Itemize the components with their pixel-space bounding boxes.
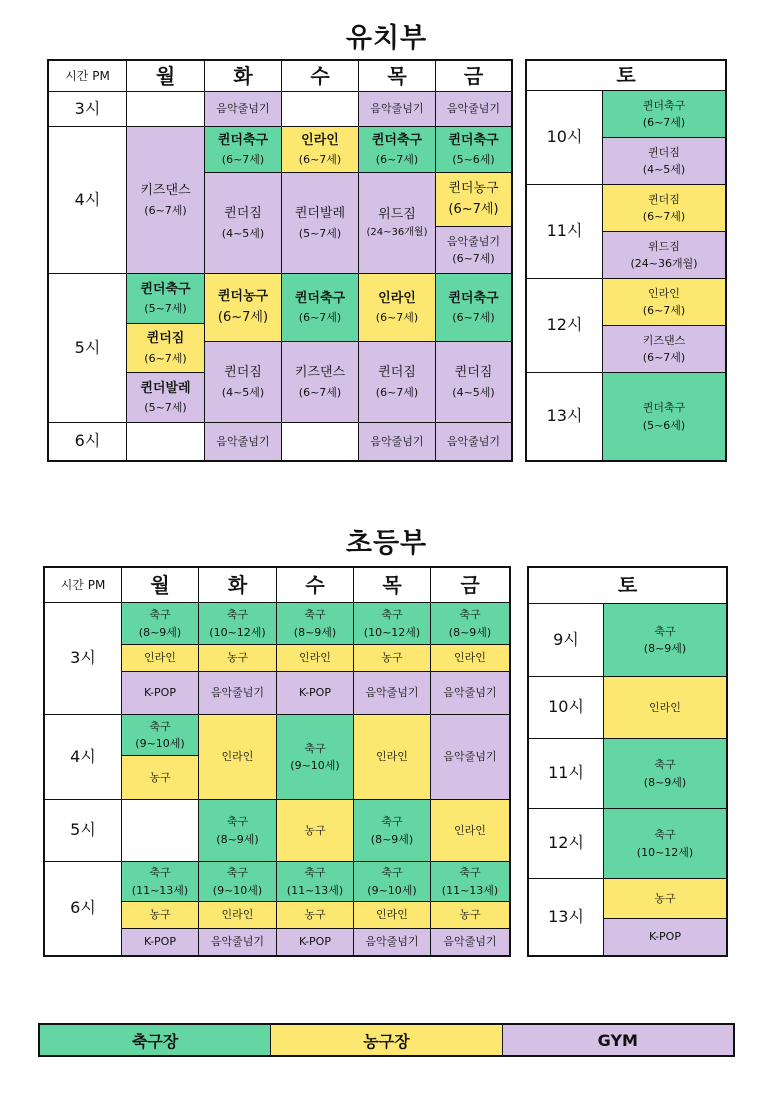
class-cell bbox=[282, 274, 359, 342]
class-name: 농구 bbox=[459, 908, 481, 922]
class-name: 인라인 bbox=[144, 651, 176, 665]
class-cell bbox=[122, 756, 199, 800]
class-name: 퀸더농구 bbox=[448, 181, 499, 197]
class-age: (6~7세) bbox=[642, 210, 686, 223]
time-4: 4시 bbox=[49, 127, 127, 274]
class-age: (9~10세) bbox=[367, 883, 417, 897]
class-cell bbox=[199, 603, 277, 645]
class-age: (4~5세) bbox=[221, 226, 265, 240]
class-cell bbox=[604, 677, 726, 739]
class-cell bbox=[127, 324, 205, 373]
header-fri: 금 bbox=[431, 568, 509, 603]
class-name: 퀸더짐 bbox=[378, 365, 416, 381]
class-age: (4~5세) bbox=[221, 385, 265, 399]
class-cell bbox=[359, 92, 436, 127]
class-cell bbox=[359, 342, 436, 423]
class-age: (6~7세) bbox=[375, 153, 419, 167]
class-cell bbox=[199, 645, 277, 672]
class-name: 퀸더발레 bbox=[294, 206, 346, 222]
class-age: (8~9세) bbox=[448, 625, 492, 639]
class-cell bbox=[431, 645, 509, 672]
class-cell bbox=[205, 423, 282, 460]
kinder-title: 유치부 bbox=[345, 23, 428, 54]
class-age: (5~7세) bbox=[144, 401, 187, 415]
class-cell bbox=[359, 127, 436, 173]
class-name: 퀸더발레 bbox=[140, 380, 191, 396]
header-tue: 화 bbox=[205, 61, 282, 92]
class-cell bbox=[282, 342, 359, 423]
time-13: 13시 bbox=[529, 879, 604, 955]
class-name: 퀸더축구 bbox=[448, 290, 499, 306]
class-name: 음악줄넘기 bbox=[370, 434, 424, 448]
class-cell bbox=[277, 929, 354, 955]
class-cell bbox=[122, 672, 199, 715]
class-cell bbox=[436, 342, 511, 423]
class-name: 키즈댄스 bbox=[294, 365, 346, 381]
time-11: 11시 bbox=[529, 739, 604, 809]
class-cell bbox=[277, 672, 354, 715]
class-name: 음악줄넘기 bbox=[210, 935, 265, 949]
class-age: (9~10세) bbox=[290, 759, 340, 772]
header-thu: 목 bbox=[359, 61, 436, 92]
class-name: 퀸더축구 bbox=[448, 132, 499, 148]
class-age: (6~7세) bbox=[642, 116, 686, 129]
empty-cell bbox=[127, 423, 205, 460]
kinder-saturday-table bbox=[525, 59, 727, 462]
class-name: 음악줄넘기 bbox=[443, 686, 497, 700]
class-name: 축구 bbox=[654, 828, 676, 842]
class-age: (8~9세) bbox=[293, 625, 337, 639]
class-name: 인라인 bbox=[454, 651, 486, 665]
class-cell bbox=[122, 902, 199, 929]
class-age: (24~36개월) bbox=[630, 257, 698, 270]
class-cell bbox=[604, 879, 726, 919]
class-cell bbox=[205, 274, 282, 342]
class-cell bbox=[205, 342, 282, 423]
class-age: (6~7세) bbox=[298, 311, 342, 325]
class-age: (6~7세) bbox=[375, 311, 419, 325]
header-sat: 토 bbox=[529, 568, 726, 604]
elem-saturday-table bbox=[527, 566, 728, 957]
class-cell bbox=[604, 604, 726, 677]
class-name: 농구 bbox=[304, 908, 326, 922]
class-age: (10~12세) bbox=[363, 625, 421, 639]
time-5: 5시 bbox=[45, 800, 122, 862]
class-name: 키즈댄스 bbox=[140, 183, 191, 199]
class-age: (6~7세) bbox=[298, 385, 342, 399]
class-age: (24~36개월) bbox=[366, 227, 428, 239]
class-cell bbox=[354, 715, 431, 800]
class-name: 축구 bbox=[304, 741, 326, 755]
header-mon: 월 bbox=[122, 568, 199, 603]
class-name: 축구 bbox=[381, 608, 403, 622]
class-cell bbox=[354, 862, 431, 902]
class-cell bbox=[603, 138, 725, 185]
class-name: 농구 bbox=[304, 823, 326, 837]
class-cell bbox=[122, 862, 199, 902]
class-cell bbox=[359, 274, 436, 342]
class-cell bbox=[436, 274, 511, 342]
class-age: (5~6세) bbox=[642, 418, 686, 432]
class-cell bbox=[354, 672, 431, 715]
class-name: K-POP bbox=[144, 935, 176, 949]
time-10: 10시 bbox=[527, 91, 603, 185]
class-age: (11~13세) bbox=[131, 883, 189, 897]
class-age: (6~7세) bbox=[452, 311, 495, 325]
class-name: 퀸더짐 bbox=[454, 365, 493, 381]
header-time: 시간 PM bbox=[49, 61, 127, 92]
class-name: 축구 bbox=[459, 608, 481, 622]
class-age: (6~7세) bbox=[452, 252, 495, 265]
class-cell bbox=[603, 373, 725, 460]
class-cell bbox=[603, 279, 725, 326]
class-cell bbox=[431, 800, 509, 862]
class-name: 농구 bbox=[149, 770, 171, 784]
class-name: 농구 bbox=[654, 891, 676, 905]
class-cell bbox=[277, 800, 354, 862]
class-age: (8~9세) bbox=[370, 832, 414, 846]
class-cell bbox=[127, 127, 205, 274]
class-cell bbox=[122, 715, 199, 756]
time-13: 13시 bbox=[527, 373, 603, 460]
class-age: (6~7세) bbox=[448, 201, 499, 217]
class-age: (9~10세) bbox=[212, 883, 263, 897]
empty-cell bbox=[282, 423, 359, 460]
class-cell bbox=[282, 127, 359, 173]
class-name: 음악줄넘기 bbox=[443, 750, 497, 764]
class-age: (5~7세) bbox=[298, 226, 342, 240]
class-age: (11~13세) bbox=[286, 883, 344, 897]
class-name: 퀸더짐 bbox=[648, 192, 680, 206]
class-cell bbox=[277, 862, 354, 902]
class-cell bbox=[354, 929, 431, 955]
empty-cell bbox=[282, 92, 359, 127]
class-name: 축구 bbox=[304, 608, 326, 622]
class-name: 퀸더짐 bbox=[648, 145, 680, 159]
header-mon: 월 bbox=[127, 61, 205, 92]
time-3: 3시 bbox=[45, 603, 122, 715]
legend-soccer-field: 축구장 bbox=[40, 1025, 271, 1055]
class-cell bbox=[205, 173, 282, 274]
class-cell bbox=[431, 603, 509, 645]
class-name: 축구 bbox=[654, 624, 676, 638]
class-cell bbox=[277, 902, 354, 929]
class-age: (6~7세) bbox=[642, 304, 686, 317]
time-6: 6시 bbox=[45, 862, 122, 955]
class-name: 퀸더짐 bbox=[224, 206, 262, 222]
class-cell bbox=[282, 173, 359, 274]
class-age: (11~13세) bbox=[441, 883, 499, 897]
empty-cell bbox=[127, 92, 205, 127]
class-cell bbox=[436, 173, 511, 227]
class-cell bbox=[604, 739, 726, 809]
class-name: 퀸더축구 bbox=[642, 98, 686, 112]
class-age: (10~12세) bbox=[209, 625, 266, 639]
class-name: 음악줄넘기 bbox=[446, 234, 501, 248]
class-name: 축구 bbox=[381, 866, 403, 880]
time-10: 10시 bbox=[529, 677, 604, 739]
class-name: K-POP bbox=[144, 686, 176, 700]
class-cell bbox=[199, 715, 277, 800]
class-name: 음악줄넘기 bbox=[446, 434, 501, 448]
time-6: 6시 bbox=[49, 423, 127, 460]
class-name: 퀸더축구 bbox=[642, 401, 686, 415]
time-11: 11시 bbox=[527, 185, 603, 279]
class-age: (6~7세) bbox=[144, 351, 187, 365]
class-name: 인라인 bbox=[301, 132, 339, 148]
class-age: (5~6세) bbox=[452, 153, 495, 167]
class-name: 인라인 bbox=[378, 290, 416, 306]
class-name: 퀸더축구 bbox=[371, 132, 423, 148]
class-name: 인라인 bbox=[221, 750, 254, 764]
class-cell bbox=[436, 127, 511, 173]
class-name: 인라인 bbox=[648, 286, 680, 300]
class-cell bbox=[354, 800, 431, 862]
time-5: 5시 bbox=[49, 274, 127, 423]
time-3: 3시 bbox=[49, 92, 127, 127]
class-name: K-POP bbox=[299, 686, 331, 700]
class-cell bbox=[199, 862, 277, 902]
elem-title: 초등부 bbox=[345, 528, 428, 559]
class-name: 축구 bbox=[304, 866, 326, 880]
class-cell bbox=[603, 91, 725, 138]
class-name: 퀸더농구 bbox=[217, 289, 269, 305]
class-name: 음악줄넘기 bbox=[446, 102, 501, 116]
class-cell bbox=[431, 715, 509, 800]
class-cell bbox=[604, 809, 726, 879]
class-cell bbox=[354, 902, 431, 929]
class-cell bbox=[122, 929, 199, 955]
class-name: 축구 bbox=[226, 815, 249, 829]
class-name: 위드짐 bbox=[378, 207, 416, 223]
class-name: 농구 bbox=[381, 651, 403, 665]
class-cell bbox=[127, 373, 205, 423]
empty-cell bbox=[122, 800, 199, 862]
class-age: (6~7세) bbox=[375, 385, 419, 399]
class-cell bbox=[436, 92, 511, 127]
class-age: (6~7세) bbox=[642, 351, 686, 364]
class-name: 축구 bbox=[226, 608, 249, 622]
class-name: 음악줄넘기 bbox=[216, 102, 270, 116]
class-cell bbox=[359, 173, 436, 274]
header-thu: 목 bbox=[354, 568, 431, 603]
class-cell bbox=[122, 645, 199, 672]
class-age: (5~7세) bbox=[144, 302, 187, 316]
class-name: 축구 bbox=[149, 719, 171, 733]
class-name: 음악줄넘기 bbox=[210, 686, 265, 700]
class-name: 위드짐 bbox=[648, 239, 680, 253]
class-cell bbox=[431, 929, 509, 955]
header-time: 시간 PM bbox=[45, 568, 122, 603]
header-wed: 수 bbox=[277, 568, 354, 603]
class-cell bbox=[603, 326, 725, 373]
class-name: 퀸더축구 bbox=[217, 132, 269, 148]
class-name: 퀸더축구 bbox=[294, 290, 346, 306]
class-name: 축구 bbox=[226, 866, 249, 880]
class-name: 인라인 bbox=[376, 750, 408, 764]
class-cell bbox=[431, 672, 509, 715]
legend-basketball-court: 농구장 bbox=[271, 1025, 502, 1055]
class-cell bbox=[436, 227, 511, 274]
class-age: (10~12세) bbox=[636, 845, 694, 859]
header-wed: 수 bbox=[282, 61, 359, 92]
class-name: 퀸더축구 bbox=[140, 281, 191, 297]
class-name: 축구 bbox=[459, 866, 481, 880]
header-sat: 토 bbox=[527, 61, 725, 91]
class-name: 농구 bbox=[226, 651, 249, 665]
class-age: (6~7세) bbox=[298, 153, 342, 167]
class-cell bbox=[199, 800, 277, 862]
class-name: 키즈댄스 bbox=[642, 333, 686, 347]
class-cell bbox=[431, 902, 509, 929]
class-cell bbox=[354, 645, 431, 672]
class-name: 축구 bbox=[381, 815, 403, 829]
class-name: 인라인 bbox=[376, 908, 408, 922]
class-cell bbox=[277, 645, 354, 672]
class-name: 퀸더짐 bbox=[224, 365, 262, 381]
time-12: 12시 bbox=[529, 809, 604, 879]
class-name: 음악줄넘기 bbox=[216, 434, 270, 448]
class-age: (8~9세) bbox=[643, 642, 687, 655]
header-tue: 화 bbox=[199, 568, 277, 603]
class-cell bbox=[199, 902, 277, 929]
time-9: 9시 bbox=[529, 604, 604, 677]
class-cell bbox=[277, 603, 354, 645]
class-name: 음악줄넘기 bbox=[443, 935, 497, 949]
class-age: (8~9세) bbox=[643, 775, 687, 789]
class-cell bbox=[436, 423, 511, 460]
class-name: 인라인 bbox=[454, 823, 486, 837]
class-age: (6~7세) bbox=[221, 153, 265, 167]
class-name: 인라인 bbox=[649, 700, 681, 714]
legend-gym: GYM bbox=[503, 1025, 733, 1055]
class-age: (8~9세) bbox=[216, 832, 259, 846]
class-cell bbox=[604, 919, 726, 955]
class-cell bbox=[277, 715, 354, 800]
class-cell bbox=[431, 862, 509, 902]
class-name: K-POP bbox=[299, 935, 331, 949]
class-cell bbox=[199, 929, 277, 955]
class-cell bbox=[122, 603, 199, 645]
class-age: (8~9세) bbox=[138, 625, 182, 639]
class-cell bbox=[603, 185, 725, 232]
class-cell bbox=[359, 423, 436, 460]
header-fri: 금 bbox=[436, 61, 511, 92]
class-cell bbox=[354, 603, 431, 645]
class-name: 축구 bbox=[654, 758, 676, 772]
class-name: 농구 bbox=[149, 908, 171, 922]
class-age: (4~5세) bbox=[642, 163, 686, 176]
class-name: K-POP bbox=[649, 930, 681, 944]
class-name: 인라인 bbox=[221, 908, 254, 922]
class-name: 축구 bbox=[149, 866, 171, 880]
class-cell bbox=[205, 92, 282, 127]
class-name: 음악줄넘기 bbox=[370, 102, 424, 116]
class-age: (4~5세) bbox=[452, 385, 495, 399]
class-cell bbox=[127, 274, 205, 324]
kinder-weekday-table bbox=[47, 59, 513, 462]
class-name: 인라인 bbox=[299, 651, 331, 665]
class-name: 음악줄넘기 bbox=[365, 686, 419, 700]
class-name: 음악줄넘기 bbox=[365, 935, 419, 949]
class-age: (6~7세) bbox=[144, 203, 187, 217]
class-cell bbox=[199, 672, 277, 715]
class-cell bbox=[603, 232, 725, 279]
class-name: 퀸더짐 bbox=[146, 331, 185, 347]
class-cell bbox=[205, 127, 282, 173]
time-12: 12시 bbox=[527, 279, 603, 373]
class-age: (6~7세) bbox=[217, 309, 269, 325]
class-age: (9~10세) bbox=[135, 737, 185, 750]
time-4: 4시 bbox=[45, 715, 122, 800]
class-name: 축구 bbox=[149, 608, 171, 622]
elem-weekday-table bbox=[43, 566, 511, 957]
venue-legend bbox=[38, 1023, 735, 1057]
